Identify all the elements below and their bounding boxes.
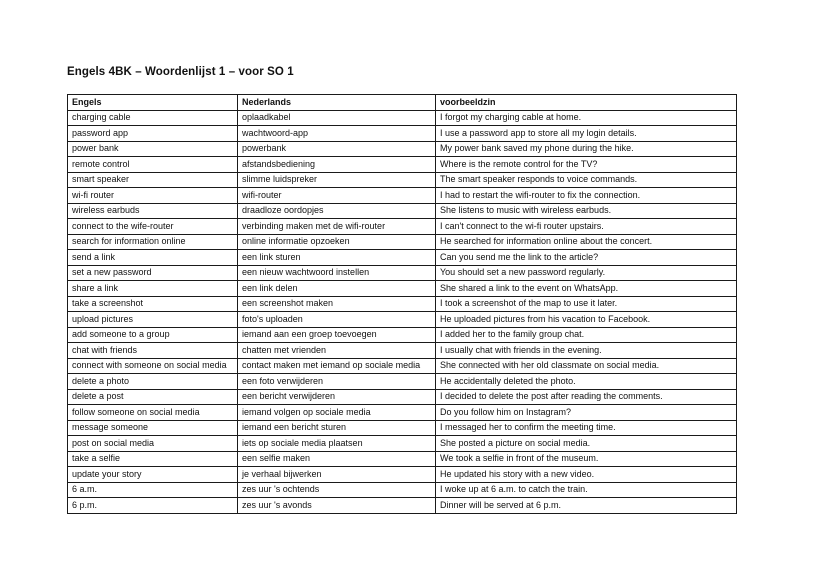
table-cell: verbinding maken met de wifi-router [238,219,436,235]
column-header-nederlands: Nederlands [238,95,436,111]
table-row [68,482,737,498]
table-row [68,405,737,421]
table-cell: een foto verwijderen [238,374,436,390]
vocab-table [67,94,737,514]
table-cell: password app [68,126,238,142]
table-row [68,203,737,219]
table-row [68,451,737,467]
table-cell: zes uur 's avonds [238,498,436,514]
table-row [68,327,737,343]
table-row [68,358,737,374]
table-cell: chat with friends [68,343,238,359]
table-row [68,420,737,436]
table-cell: iets op sociale media plaatsen [238,436,436,452]
table-cell: I decided to delete the post after reading the comments. [436,389,737,405]
table-cell: contact maken met iemand op sociale media [238,358,436,374]
table-cell: Do you follow him on Instagram? [436,405,737,421]
table-cell: iemand aan een groep toevoegen [238,327,436,343]
table-cell: draadloze oordopjes [238,203,436,219]
table-cell: He accidentally deleted the photo. [436,374,737,390]
table-cell: upload pictures [68,312,238,328]
table-cell: share a link [68,281,238,297]
table-cell: I had to restart the wifi-router to fix the connection. [436,188,737,204]
table-cell: I woke up at 6 a.m. to catch the train. [436,482,737,498]
table-cell: oplaadkabel [238,110,436,126]
table-row [68,172,737,188]
table-cell: message someone [68,420,238,436]
table-cell: een link delen [238,281,436,297]
table-row [68,234,737,250]
table-cell: een screenshot maken [238,296,436,312]
table-cell: wi-fi router [68,188,238,204]
table-cell: I use a password app to store all my login details. [436,126,737,142]
table-row [68,250,737,266]
table-cell: connect to the wife-router [68,219,238,235]
table-cell: smart speaker [68,172,238,188]
table-cell: powerbank [238,141,436,157]
table-row [68,219,737,235]
table-cell: We took a selfie in front of the museum. [436,451,737,467]
table-cell: een link sturen [238,250,436,266]
table-cell: I can't connect to the wi-fi router upstairs. [436,219,737,235]
table-cell: He updated his story with a new video. [436,467,737,483]
table-cell: delete a post [68,389,238,405]
table-cell: online informatie opzoeken [238,234,436,250]
table-cell: een bericht verwijderen [238,389,436,405]
table-cell: set a new password [68,265,238,281]
table-cell: power bank [68,141,238,157]
table-row [68,312,737,328]
table-cell: I added her to the family group chat. [436,327,737,343]
table-cell: post on social media [68,436,238,452]
table-cell: He searched for information online about the concert. [436,234,737,250]
table-row [68,188,737,204]
table-cell: follow someone on social media [68,405,238,421]
table-cell: chatten met vrienden [238,343,436,359]
table-cell: My power bank saved my phone during the hike. [436,141,737,157]
table-cell: iemand een bericht sturen [238,420,436,436]
table-cell: She connected with her old classmate on social media. [436,358,737,374]
table-cell: wifi-router [238,188,436,204]
table-row [68,374,737,390]
header-row [68,95,737,111]
table-cell: She listens to music with wireless earbuds. [436,203,737,219]
vocab-table-body [68,110,737,513]
table-cell: 6 a.m. [68,482,238,498]
table-cell: I forgot my charging cable at home. [436,110,737,126]
table-cell: een nieuw wachtwoord instellen [238,265,436,281]
table-cell: He uploaded pictures from his vacation to Facebook. [436,312,737,328]
table-cell: foto's uploaden [238,312,436,328]
table-cell: delete a photo [68,374,238,390]
table-cell: She posted a picture on social media. [436,436,737,452]
table-cell: 6 p.m. [68,498,238,514]
table-cell: I usually chat with friends in the evening. [436,343,737,359]
table-cell: Can you send me the link to the article? [436,250,737,266]
vocab-table-header [68,95,737,111]
table-cell: You should set a new password regularly. [436,265,737,281]
table-cell: add someone to a group [68,327,238,343]
page-title: Engels 4BK – Woordenlijst 1 – voor SO 1 [67,66,294,78]
table-cell: update your story [68,467,238,483]
table-cell: charging cable [68,110,238,126]
table-cell: take a selfie [68,451,238,467]
table-row [68,498,737,514]
table-row [68,281,737,297]
table-row [68,110,737,126]
table-cell: wireless earbuds [68,203,238,219]
table-row [68,157,737,173]
column-header-voorbeeldzin: voorbeeldzin [436,95,737,111]
table-cell: Dinner will be served at 6 p.m. [436,498,737,514]
table-cell: iemand volgen op sociale media [238,405,436,421]
table-row [68,141,737,157]
table-row [68,126,737,142]
table-row [68,265,737,281]
column-header-engels: Engels [68,95,238,111]
table-cell: zes uur 's ochtends [238,482,436,498]
table-cell: I took a screenshot of the map to use it later. [436,296,737,312]
table-row [68,296,737,312]
table-cell: She shared a link to the event on WhatsApp. [436,281,737,297]
table-cell: je verhaal bijwerken [238,467,436,483]
table-cell: afstandsbediening [238,157,436,173]
table-row [68,436,737,452]
table-cell: search for information online [68,234,238,250]
table-cell: remote control [68,157,238,173]
table-row [68,467,737,483]
table-cell: take a screenshot [68,296,238,312]
table-row [68,389,737,405]
table-cell: I messaged her to confirm the meeting time. [436,420,737,436]
table-cell: een selfie maken [238,451,436,467]
table-cell: slimme luidspreker [238,172,436,188]
table-row [68,343,737,359]
table-cell: send a link [68,250,238,266]
table-cell: Where is the remote control for the TV? [436,157,737,173]
table-cell: The smart speaker responds to voice commands. [436,172,737,188]
table-cell: wachtwoord-app [238,126,436,142]
table-cell: connect with someone on social media [68,358,238,374]
